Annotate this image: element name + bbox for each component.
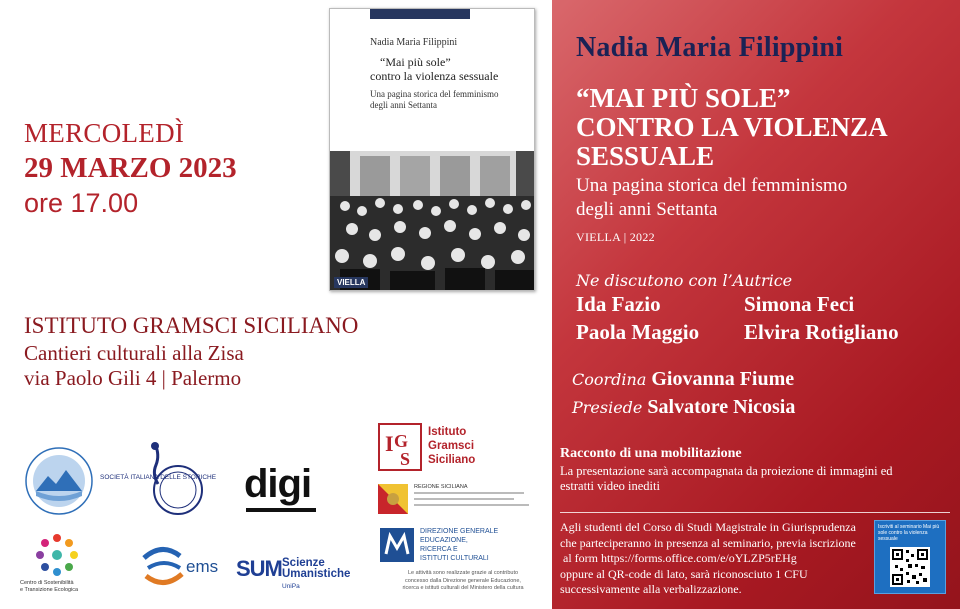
sum-logo-text (282, 558, 350, 580)
university-seal-logo (24, 446, 94, 516)
igs-logo-text (428, 425, 475, 467)
ems-logo-text: ems (186, 557, 219, 576)
igs-logo-line: Istituto (428, 426, 467, 438)
qr-caption: Iscriviti al seminario Mai più sole contro la violenza sessuale (878, 524, 940, 542)
direzione-line: EDUCAZIONE, (420, 537, 468, 544)
book-cover-subtitle-line: degli anni Settanta (370, 100, 437, 110)
svg-text:G: G (394, 431, 409, 451)
sum-logo-sub: UniPa (282, 583, 300, 590)
qr-code-box[interactable] (874, 520, 946, 594)
igs-logo-line: Gramsci (428, 440, 475, 452)
direzione-line: ISTITUTI CULTURALI (420, 555, 489, 562)
direzione-line: DIREZIONE GENERALE (420, 528, 499, 535)
igs-logo (378, 423, 478, 475)
publisher-label: VIELLA | 2022 (576, 230, 655, 244)
venue-line-1: Cantieri culturali alla Zisa (24, 341, 244, 365)
funding-note (373, 570, 553, 593)
book-title-line: SESSUALE (576, 141, 715, 171)
societa-storiche-logo (100, 440, 220, 520)
book-cover-title-line: contro la violenza sessuale (370, 69, 499, 83)
presiede-line (572, 396, 795, 419)
funding-note-line: concesso dalla Direzione generale Educazione, (405, 577, 521, 584)
regione-line (414, 492, 524, 494)
coordina-label: Coordina (572, 370, 647, 389)
event-day: MERCOLEDÌ (24, 118, 185, 148)
divider (560, 512, 950, 513)
regione-siciliana-logo (378, 482, 538, 518)
book-cover-author: Nadia Maria Filippini (370, 37, 458, 48)
digi-logo-text: digi (244, 462, 312, 506)
sostenibilita-line: e Transizione Ecologica (20, 587, 79, 593)
book-cover (329, 8, 535, 291)
sum-logo-main: SUM (236, 556, 282, 581)
sum-logo-line: Scienze (282, 557, 325, 569)
igs-logo-line: Siciliano (428, 454, 476, 466)
venue-name: ISTITUTO GRAMSCI SICILIANO (24, 313, 359, 338)
event-date: 29 MARZO 2023 (24, 152, 237, 184)
qr-code-icon (890, 547, 930, 587)
book-title-line: “MAI PIÙ SOLE” (576, 83, 791, 113)
book-cover-publisher: VIELLA (334, 277, 368, 288)
book-cover-title (370, 55, 530, 83)
ems-logo (140, 544, 230, 588)
direzione-generale-text (420, 527, 498, 563)
societa-storiche-text: SOCIETÀ ITALIANA DELLE STORICHE (100, 474, 217, 481)
digi-logo (244, 462, 334, 522)
students-notice-line: Agli studenti del Corso di Studi Magistrale in Giurisprudenza (560, 520, 856, 534)
sum-logo-line: Umanistiche (282, 568, 351, 580)
svg-text:S: S (400, 449, 411, 469)
students-notice-line: successivamente alla verbalizzazione. (560, 582, 742, 596)
speaker-name: Elvira Rotigliano (744, 320, 899, 344)
story-title: Racconto di una mobilitazione (560, 446, 742, 461)
coordina-line (572, 368, 794, 391)
students-notice-line: che parteciperanno in presenza al seminario, previa iscrizione (560, 535, 856, 550)
presiede-name: Salvatore Nicosia (647, 396, 796, 418)
coordina-name: Giovanna Fiume (651, 368, 795, 390)
book-cover-subtitle-line: Una pagina storica del femminismo (370, 89, 499, 99)
event-time: ore 17.00 (24, 188, 139, 218)
direzione-generale-logo (380, 526, 540, 570)
regione-line (414, 504, 529, 506)
sum-logo (236, 556, 366, 592)
book-title-line: CONTRO LA VIOLENZA (576, 112, 888, 142)
students-notice-line: oppure al QR-code di lato, sarà riconosciuto 1 CFU (560, 566, 808, 581)
speaker-name: Ida Fazio (576, 292, 661, 316)
sostenibilita-line: Centro di Sostenibilità (20, 580, 74, 586)
sostenibilita-text (20, 580, 78, 594)
discuss-intro: Ne discutono con l’Autrice (576, 271, 793, 290)
digi-logo-underline (246, 508, 316, 512)
funding-note-line: ricerca e istituti culturali del Ministero della cultura (402, 585, 524, 591)
book-subtitle-line: degli anni Settanta (576, 199, 718, 220)
speaker-name: Simona Feci (744, 292, 855, 316)
book-subtitle-line: Una pagina storica del femminismo (576, 175, 848, 196)
direzione-line: RICERCA E (420, 546, 458, 553)
presiede-label: Presiede (572, 398, 643, 417)
speaker-name: Paola Maggio (576, 320, 700, 344)
right-panel (552, 0, 960, 609)
book-cover-title-line: “Mai più sole” (380, 55, 451, 69)
crowd-photo-image (330, 151, 535, 291)
book-cover-bar (370, 9, 470, 19)
story-text: La presentazione sarà accompagnata da proiezione di immagini ed estratti video inediti (560, 464, 893, 493)
regione-line (414, 498, 514, 500)
book-cover-photo (330, 151, 535, 291)
funding-note-line: Le attività sono realizzate grazie al contributo (407, 570, 519, 576)
students-notice (560, 520, 870, 598)
regione-siciliana-text: REGIONE SICILIANA (414, 484, 468, 490)
sostenibilita-logo (20, 530, 110, 600)
venue-line-2: via Paolo Gili 4 | Palermo (24, 366, 242, 390)
author-name: Nadia Maria Filippini (576, 32, 844, 63)
svg-text:I: I (385, 431, 394, 456)
book-cover-subtitle (370, 89, 530, 111)
students-form-link[interactable]: al form https://forms.office.com/e/oYLZP5rEHg (560, 551, 797, 565)
